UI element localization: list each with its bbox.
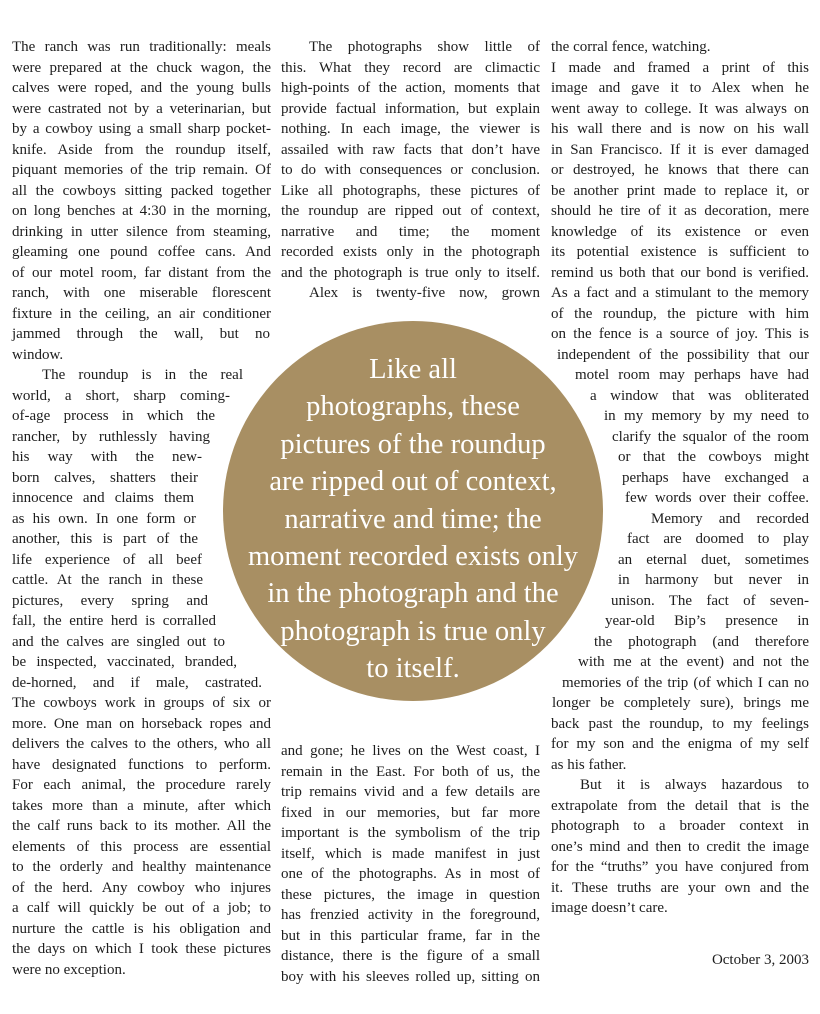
text-line: of the roundup, the picture with him	[551, 305, 809, 322]
text-line: motel room may perhaps have had	[575, 367, 809, 383]
text-line: life experience of all beef	[12, 551, 202, 568]
text-line: it. These truths are your own and the	[551, 879, 809, 896]
text-line: image doesn’t care.	[551, 900, 668, 916]
text-line: his way with the new-	[12, 449, 202, 465]
text-line: the photograph (and therefore	[594, 633, 809, 650]
pull-quote-line: Like all	[369, 354, 457, 385]
text-line: of-age process in which the	[12, 408, 215, 424]
text-line: takes more than a minute, after which	[12, 797, 271, 814]
text-line: knife. Aside from the roundup itself,	[12, 141, 271, 158]
text-line: one’s mind and then to credit the image	[551, 838, 809, 855]
text-line: world, a short, sharp coming-	[12, 387, 230, 404]
text-line: Alex is twenty-five now, grown	[309, 285, 540, 301]
text-line: all the cowboys sitting packed together	[12, 182, 271, 199]
text-line: ranch, with one miserable florescent	[12, 285, 271, 301]
text-line: photograph to a broader context in	[551, 818, 809, 834]
text-line: back past the roundup, to my feelings	[551, 715, 809, 732]
text-line: as his own. In one form or	[12, 510, 196, 527]
text-line: has frenzied activity in the foreground,	[281, 907, 540, 923]
text-line: important is the symbolism of the trip	[281, 825, 540, 841]
text-line: more. One man on horseback ropes and	[12, 715, 271, 732]
pull-quote-line: photograph is true only	[280, 615, 546, 647]
text-line: few words over their coffee.	[625, 490, 809, 506]
text-line: by a cowboy using a small sharp pocket-	[12, 121, 271, 137]
text-line: drinking in utter silence from steaming,	[12, 223, 271, 240]
text-line: were castrated not by a veterinarian, but	[12, 100, 271, 117]
text-line: another, this is part of the	[12, 531, 198, 547]
text-line: As a fact and a stimulant to the memory	[551, 285, 809, 301]
text-line: of our motel room, far distant from the	[12, 264, 271, 281]
text-line: an eternal duet, sometimes	[618, 551, 809, 568]
pull-quote-line: are ripped out of context,	[269, 466, 557, 498]
text-line: The roundup is in the real	[42, 367, 243, 383]
text-line: But it is always hazardous to	[580, 777, 809, 793]
text-line: knowledge of its existence or even	[551, 223, 809, 240]
text-line: fact are doomed to play	[627, 531, 809, 547]
text-line: and the photograph is true only to itself.	[281, 264, 540, 281]
text-line: assailed with raw facts that don’t have	[281, 141, 540, 158]
text-line: boy with his sleeves rolled up, sitting on	[281, 968, 540, 985]
text-line: were prepared at the chuck wagon, the	[12, 59, 271, 76]
text-line: for the “truths” you have conjured from	[551, 859, 809, 875]
text-line: the calf runs back to its mother. All the	[12, 818, 271, 834]
text-line: innocence and claims them	[12, 490, 194, 506]
text-line: window.	[12, 346, 64, 363]
text-line: be inspected, vaccinated, branded,	[12, 654, 237, 670]
text-line: and the calves are singled out to	[12, 633, 225, 650]
text-line: perhaps have exchanged a	[622, 469, 809, 486]
pull-quote-circle	[223, 321, 603, 701]
text-line: The cowboys work in groups of six or	[12, 695, 271, 711]
text-line: fall, the entire herd is corralled	[12, 613, 216, 629]
text-line: should he tire of it as decoration, mere	[551, 203, 809, 219]
text-line: elements of this process are essential	[12, 838, 271, 855]
text-line: piquant memories of the trip remain. Of	[12, 162, 271, 178]
text-line: a calf will quickly be out of a job; to	[12, 900, 271, 916]
text-line: memories of the trip (of which I can no	[562, 674, 809, 691]
text-line: pictures, every spring and	[12, 592, 208, 609]
text-line: on long benches at 4:30 in the morning,	[12, 203, 271, 219]
text-line: in San Francisco. If it is ever damaged	[551, 141, 809, 158]
text-line: or destroyed, he knows that there can	[551, 162, 809, 178]
text-line: unison. The fact of seven-	[611, 592, 809, 609]
text-line: gleaming one pound coffee cans. And	[12, 244, 271, 260]
text-line: nurture the cattle is his obligation and	[12, 920, 271, 937]
text-line: I made and framed a print of this	[551, 59, 809, 76]
text-line: these pictures, the image in question	[281, 886, 540, 903]
text-line: the roundup are ripped out of context,	[281, 203, 540, 219]
text-line: born calves, shatters their	[12, 469, 198, 486]
text-line: calves were roped, and the young bulls	[12, 80, 271, 96]
text-line: one of the photographs. As in most of	[281, 866, 540, 882]
text-line: fixed in our memories, but far more	[281, 804, 540, 821]
pull-quote-line: photographs, these	[306, 391, 520, 423]
text-line: de-horned, and if male, castrated.	[12, 674, 262, 691]
text-line: distance, there is the figure of a small	[281, 948, 540, 964]
text-line: longer be completely sure), brings me	[552, 695, 809, 711]
text-line: delivers the calves to the others, who all	[12, 736, 271, 752]
text-line: or that the cowboys might	[618, 449, 809, 465]
text-line: the days on which I took these pictures	[12, 941, 271, 957]
text-line: narrative and time; the moment	[281, 223, 540, 240]
text-line: independent of the possibility that our	[557, 346, 809, 363]
text-line: rancher, by ruthlessly having	[12, 428, 210, 445]
text-line: have designated functions to perform.	[12, 756, 271, 773]
text-line: provide factual information, but explain	[281, 100, 540, 117]
text-line: fixture in the ceiling, an air conditioner	[12, 305, 271, 322]
text-line: remain in the East. For both of us, the	[281, 763, 540, 780]
text-line: his wall there and is now on his wall	[551, 121, 809, 137]
text-line: jammed through the wall, but no	[12, 326, 270, 342]
pull-quote-line: narrative and time; the	[284, 503, 542, 535]
text-line: itself, which is made manifest in just	[281, 845, 540, 862]
pull-quote-line: in the photograph and the	[267, 578, 559, 610]
text-line: image and gave it to Alex when he	[551, 80, 809, 96]
text-line: The ranch was run traditionally: meals	[12, 39, 271, 55]
text-line: a window that was obliterated	[590, 387, 809, 404]
text-line: the corral fence, watching.	[551, 39, 711, 55]
text-line: in my memory by my need to	[604, 408, 809, 424]
text-line: its potential existence is sufficient to	[551, 244, 809, 260]
pull-quote-line: pictures of the roundup	[280, 428, 546, 460]
text-line: to the orderly and healthy maintenance	[12, 859, 271, 875]
text-line: recorded exists only in the photograph	[281, 244, 540, 260]
text-line: of the herd. Any cowboy who injures	[12, 879, 271, 896]
text-line: Like all photographs, these pictures of	[281, 182, 540, 199]
text-line: remind us both that our bond is verified.	[551, 264, 809, 281]
text-line: nothing. In each image, the viewer is	[281, 121, 540, 137]
text-line: The photographs show little of	[309, 39, 540, 55]
text-line: as his father.	[551, 756, 627, 773]
text-line: trip remains vivid and a few details are	[281, 784, 540, 800]
text-line: this. What they record are climactic	[281, 59, 540, 76]
text-line: were no exception.	[12, 961, 126, 978]
text-line: to do with consequences or conclusion.	[281, 162, 540, 178]
pull-quote-line: moment recorded exists only	[247, 541, 579, 572]
text-line: on the fence is a source of joy. This is	[551, 326, 809, 342]
text-line: Memory and recorded	[651, 510, 809, 527]
text-line: For each animal, the procedure rarely	[12, 777, 271, 793]
text-line: extrapolate from the detail that is the	[551, 797, 809, 814]
text-line: and gone; he lives on the West coast, I	[281, 743, 540, 759]
text-line: be another print made to replace it, or	[551, 182, 809, 199]
text-line: clarify the squalor of the room	[612, 428, 809, 445]
text-line: but in this particular frame, far in the	[281, 927, 540, 944]
text-line: went away to college. It was always on	[551, 100, 809, 117]
text-line: with me at the event) and not the	[578, 654, 809, 670]
article-date: October 3, 2003	[711, 952, 809, 968]
text-line: year-old Bip’s presence in	[605, 613, 809, 629]
text-line: high-points of the action, moments that	[281, 80, 540, 96]
pull-quote-line: to itself.	[366, 653, 460, 685]
text-line: for my son and the enigma of my self	[551, 736, 809, 752]
text-line: cattle. At the ranch in these	[12, 572, 203, 588]
text-line: in harmony but never in	[618, 572, 809, 588]
